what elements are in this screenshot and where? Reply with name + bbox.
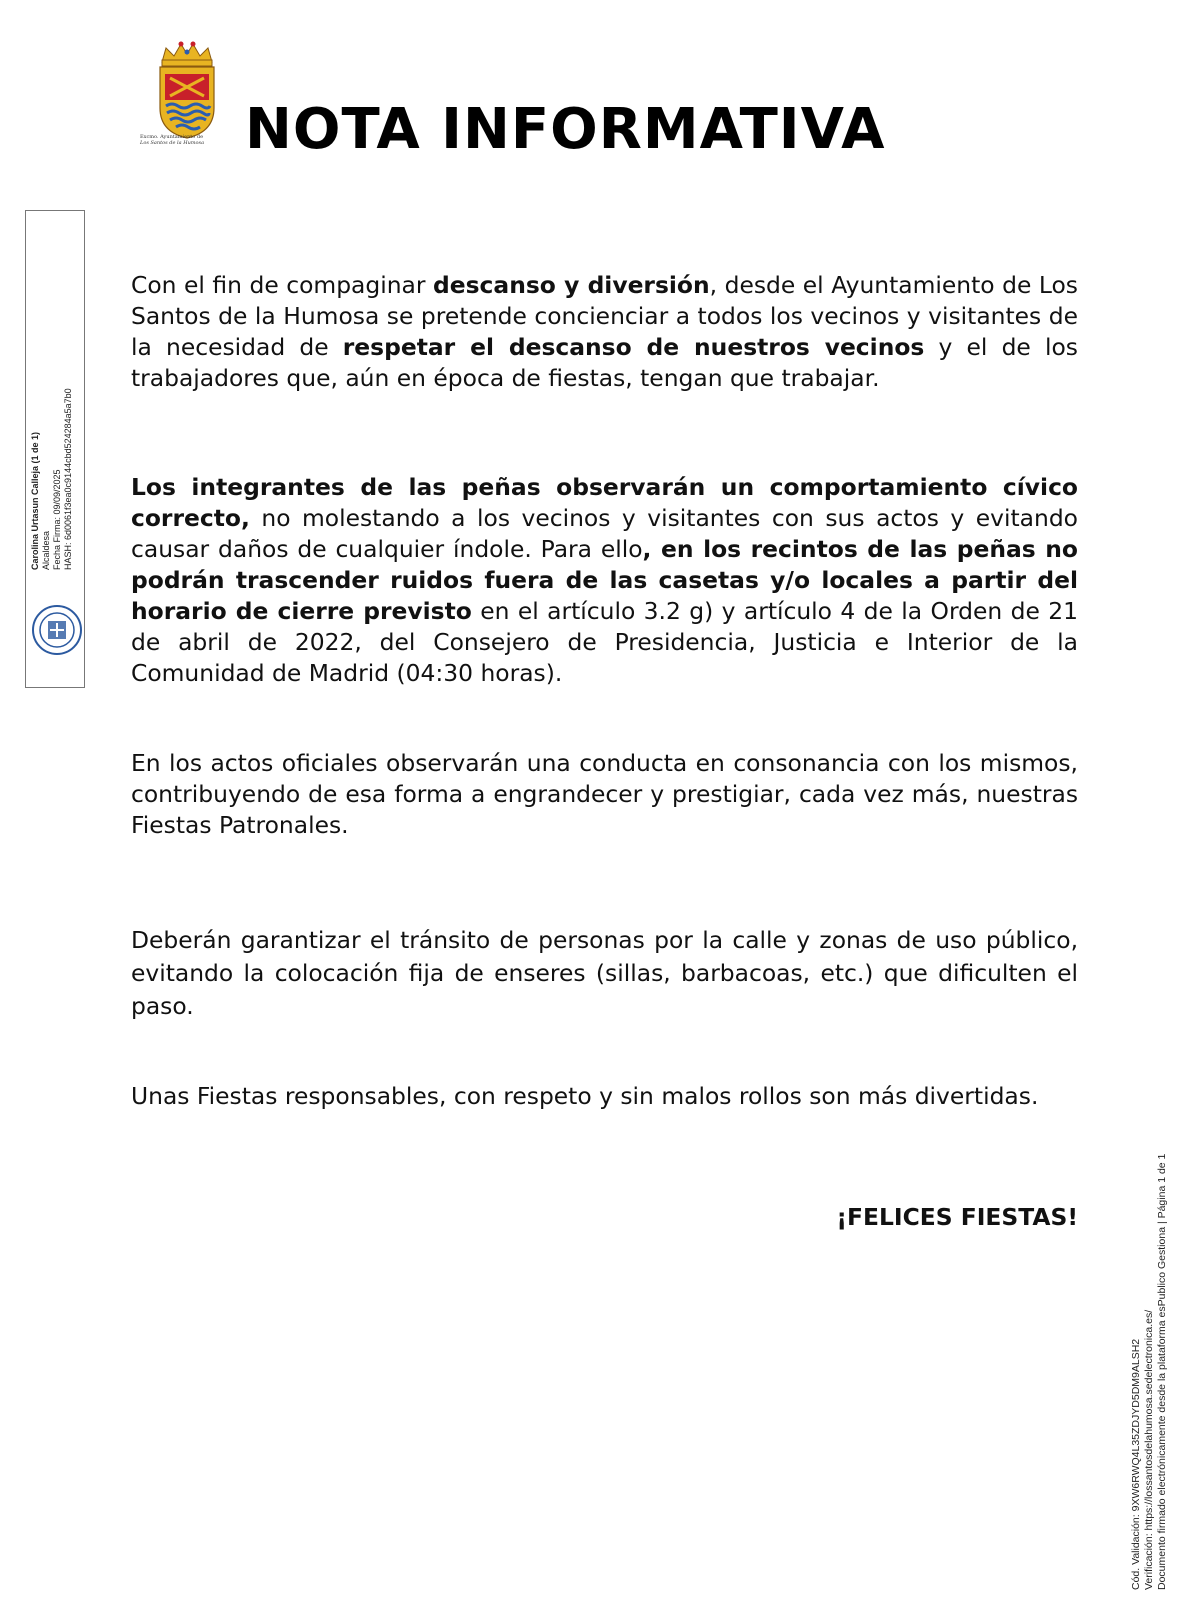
paragraph-5: Unas Fiestas responsables, con respeto y sin malos rollos son más divertidas.	[131, 1082, 1039, 1110]
paragraph-3: En los actos oficiales observarán una conducta en consonancia con los mismos, contribuyendo de esa forma a engrandecer y prestigiar, cada vez más, nuestras Fiestas Patronales.	[131, 749, 1078, 839]
paragraph-4: Deberán garantizar el tránsito de personas por la calle y zonas de uso público, evitando la colocación fija de enseres (sillas, barbacoas, etc.) que dificulten el paso.	[131, 926, 1078, 1020]
signer-name: Carolina Urtasun Calleja (1 de 1)	[30, 431, 40, 570]
signature-text	[30, 320, 74, 570]
page-title: NOTA INFORMATIVA	[245, 97, 886, 162]
signature-hash: HASH: 6d0061f3ea0c9144cbd524284a5a7b0	[63, 388, 73, 570]
municipal-seal-icon	[31, 604, 83, 656]
signature-date: Fecha Firma: 09/09/2025	[52, 469, 62, 570]
validation-code: Cód. Validación: 9XW6RWQ4L35ZDJYD5DM9ALSH2	[1130, 1338, 1142, 1590]
crest-caption-line2: Los Santos de la Humosa	[140, 140, 205, 146]
crest-caption-line1: Excmo. Ayuntamiento de	[140, 134, 204, 140]
paragraph-2: Los integrantes de las peñas observarán un comportamiento cívico correcto, no molestando a los vecinos y visitantes con sus actos y evitando causar daños de cualquier índole. Para ello, en los recintos de las peñas no podrán trascender ruidos fuera de las casetas y/o locales a partir del horario de cierre previsto en el artículo 3.2 g) y artículo 4 de la Orden de 21 de abril de 2022, del Consejero de Presidencia, Justicia e Interior de la Comunidad de Madrid (04:30 horas).	[131, 473, 1079, 687]
closing-greeting: ¡FELICES FIESTAS!	[836, 1203, 1078, 1231]
paragraph-1: Con el fin de compaginar descanso y diversión, desde el Ayuntamiento de Los Santos de la Humosa se pretende concienciar a todos los vecinos y visitantes de la necesidad de respetar el descanso de nuestros vecinos y el de los trabajadores que, aún en época de fiestas, tengan que trabajar.	[131, 271, 1078, 392]
verification-footer	[1130, 1154, 1169, 1590]
signer-role: Alcaldesa	[41, 530, 51, 570]
platform-note: Documento firmado electrónicamente desde la plataforma esPublico Gestiona | Página 1 de 1	[1156, 1153, 1168, 1590]
crest-caption	[140, 134, 232, 146]
verification-url: Verificación: https://lossantosdelahumosa.sedelectronica.es/	[1143, 1309, 1155, 1590]
